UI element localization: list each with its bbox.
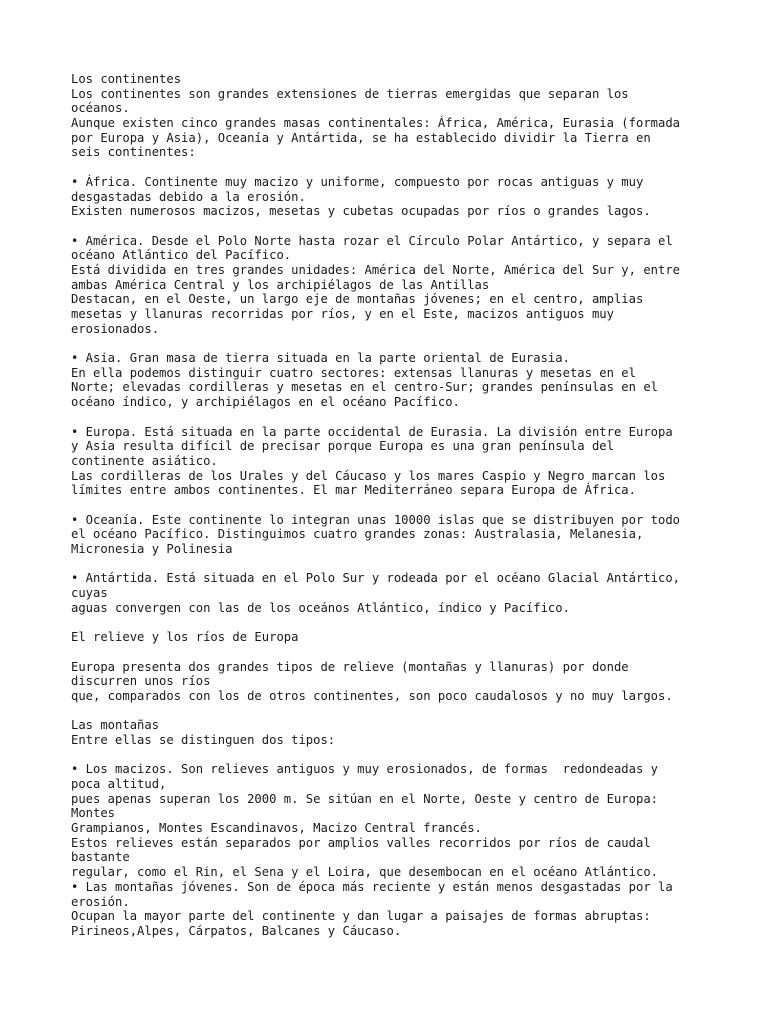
blank-line: [71, 704, 711, 719]
text-line: límites entre ambos continentes. El mar Mediterráneo separa Europa de África.: [71, 483, 636, 498]
text-line: Existen numerosos macizos, mesetas y cubetas ocupadas por ríos o grandes lagos.: [71, 204, 651, 219]
text-line: mesetas y llanuras recorridas por ríos, y en el Este, macizos antiguos muy: [71, 307, 614, 321]
text-line: bastante: [71, 850, 130, 865]
blank-line: [71, 645, 711, 660]
blank-line: [71, 557, 711, 572]
text-line: Los continentes son grandes extensiones de tierras emergidas que separan los: [71, 86, 629, 101]
text-line: erosión.: [71, 894, 130, 909]
text-line: • Asia. Gran masa de tierra situada en la parte oriental de Eurasia.: [71, 351, 570, 366]
text-line: erosionados.: [71, 321, 160, 336]
text-line: • Oceanía. Este continente lo integran unas 10000 islas que se distribuyen por todo: [71, 512, 681, 527]
text-line: que, comparados con los de otros continentes, son poco caudalosos y no muy largos.: [71, 688, 673, 703]
text-line: Pirineos,Alpes, Cárpatos, Balcanes y Cáucaso.: [71, 923, 402, 938]
text-line: por Europa y Asia), Oceanía y Antártida, se ha establecido dividir la Tierra en: [71, 130, 651, 145]
text-line: • Antártida. Está situada en el Polo Sur y rodeada por el océano Glacial Antártico,: [71, 571, 681, 586]
blank-line: [71, 748, 711, 763]
blank-line: [71, 615, 711, 630]
document-page: [71, 72, 711, 939]
text-line: • Los macizos. Son relieves antiguos y muy erosionados, de formas redondeadas y: [71, 762, 658, 777]
blank-line: [71, 410, 711, 425]
text-line: • Las montañas jóvenes. Son de época más reciente y están menos desgastadas por la: [71, 879, 673, 894]
text-line: seis continentes:: [71, 145, 196, 160]
text-line: discurren unos ríos: [71, 674, 211, 689]
text-line: Ocupan la mayor parte del continente y dan lugar a paisajes de formas abruptas:: [71, 909, 651, 924]
text-line: océano índico, y archipiélagos en el océano Pacífico.: [71, 395, 460, 410]
text-line: Norte; elevadas cordilleras y mesetas en el centro-Sur; grandes penínsulas en el: [71, 380, 658, 395]
text-line: océanos.: [71, 101, 130, 116]
text-line: Aunque existen cinco grandes masas continentales: África, América, Eurasia (formada: [71, 116, 681, 131]
text-line: Estos relieves están separados por amplios valles recorridos por ríos de caudal: [71, 835, 651, 850]
text-line: el océano Pacífico. Distinguimos cuatro grandes zonas: Australasia, Melanesia,: [71, 527, 644, 542]
text-line: aguas convergen con las de los oceános Atlántico, índico y Pacífico.: [71, 600, 570, 615]
text-line: pues apenas superan los 2000 m. Se sitúan en el Norte, Oeste y centro de Europa:: [71, 791, 658, 806]
text-line: Destacan, en el Oeste, un largo eje de montañas jóvenes; en el centro, amplias: [71, 292, 644, 307]
blank-line: [71, 219, 711, 234]
text-line: Grampianos, Montes Escandinavos, Macizo Central francés.: [71, 821, 482, 836]
text-line: En ella podemos distinguir cuatro sectores: extensas llanuras y mesetas en el: [71, 365, 636, 380]
text-line: y Asia resulta difícil de precisar porque Europa es una gran península del: [71, 439, 614, 454]
text-line: Montes: [71, 806, 116, 821]
blank-line: [71, 160, 711, 175]
text-line: Las montañas: [71, 718, 160, 733]
text-line: Entre ellas se distinguen dos tipos:: [71, 732, 336, 747]
text-line: • Europa. Está situada en la parte occidental de Eurasia. La división entre Europa: [71, 424, 673, 439]
text-line: cuyas: [71, 586, 108, 601]
text-line: Los continentes: [71, 72, 182, 86]
text-line: ambas América Central y los archipiélagos de las Antillas: [71, 277, 490, 292]
text-line: océano Atlántico del Pacífico.: [71, 248, 292, 263]
text-line: regular, como el Rin, el Sena y el Loira, que desembocan en el océano Atlántico.: [71, 865, 658, 880]
blank-line: [71, 498, 711, 513]
text-line: Está dividida en tres grandes unidades: América del Norte, América del Sur y, entre: [71, 262, 681, 277]
text-line: poca altitud,: [71, 777, 167, 791]
text-line: Micronesia y Polinesia: [71, 542, 233, 556]
text-line: El relieve y los ríos de Europa: [71, 630, 299, 645]
text-line: • América. Desde el Polo Norte hasta rozar el Círculo Polar Antártico, y separa el: [71, 233, 673, 248]
text-line: Europa presenta dos grandes tipos de relieve (montañas y llanuras) por donde: [71, 659, 629, 674]
text-line: Las cordilleras de los Urales y del Cáucaso y los mares Caspio y Negro marcan los: [71, 468, 666, 483]
blank-line: [71, 336, 711, 351]
text-line: • África. Continente muy macizo y uniforme, compuesto por rocas antiguas y muy: [71, 174, 644, 189]
text-line: continente asiático.: [71, 453, 218, 468]
text-line: desgastadas debido a la erosión.: [71, 189, 306, 204]
